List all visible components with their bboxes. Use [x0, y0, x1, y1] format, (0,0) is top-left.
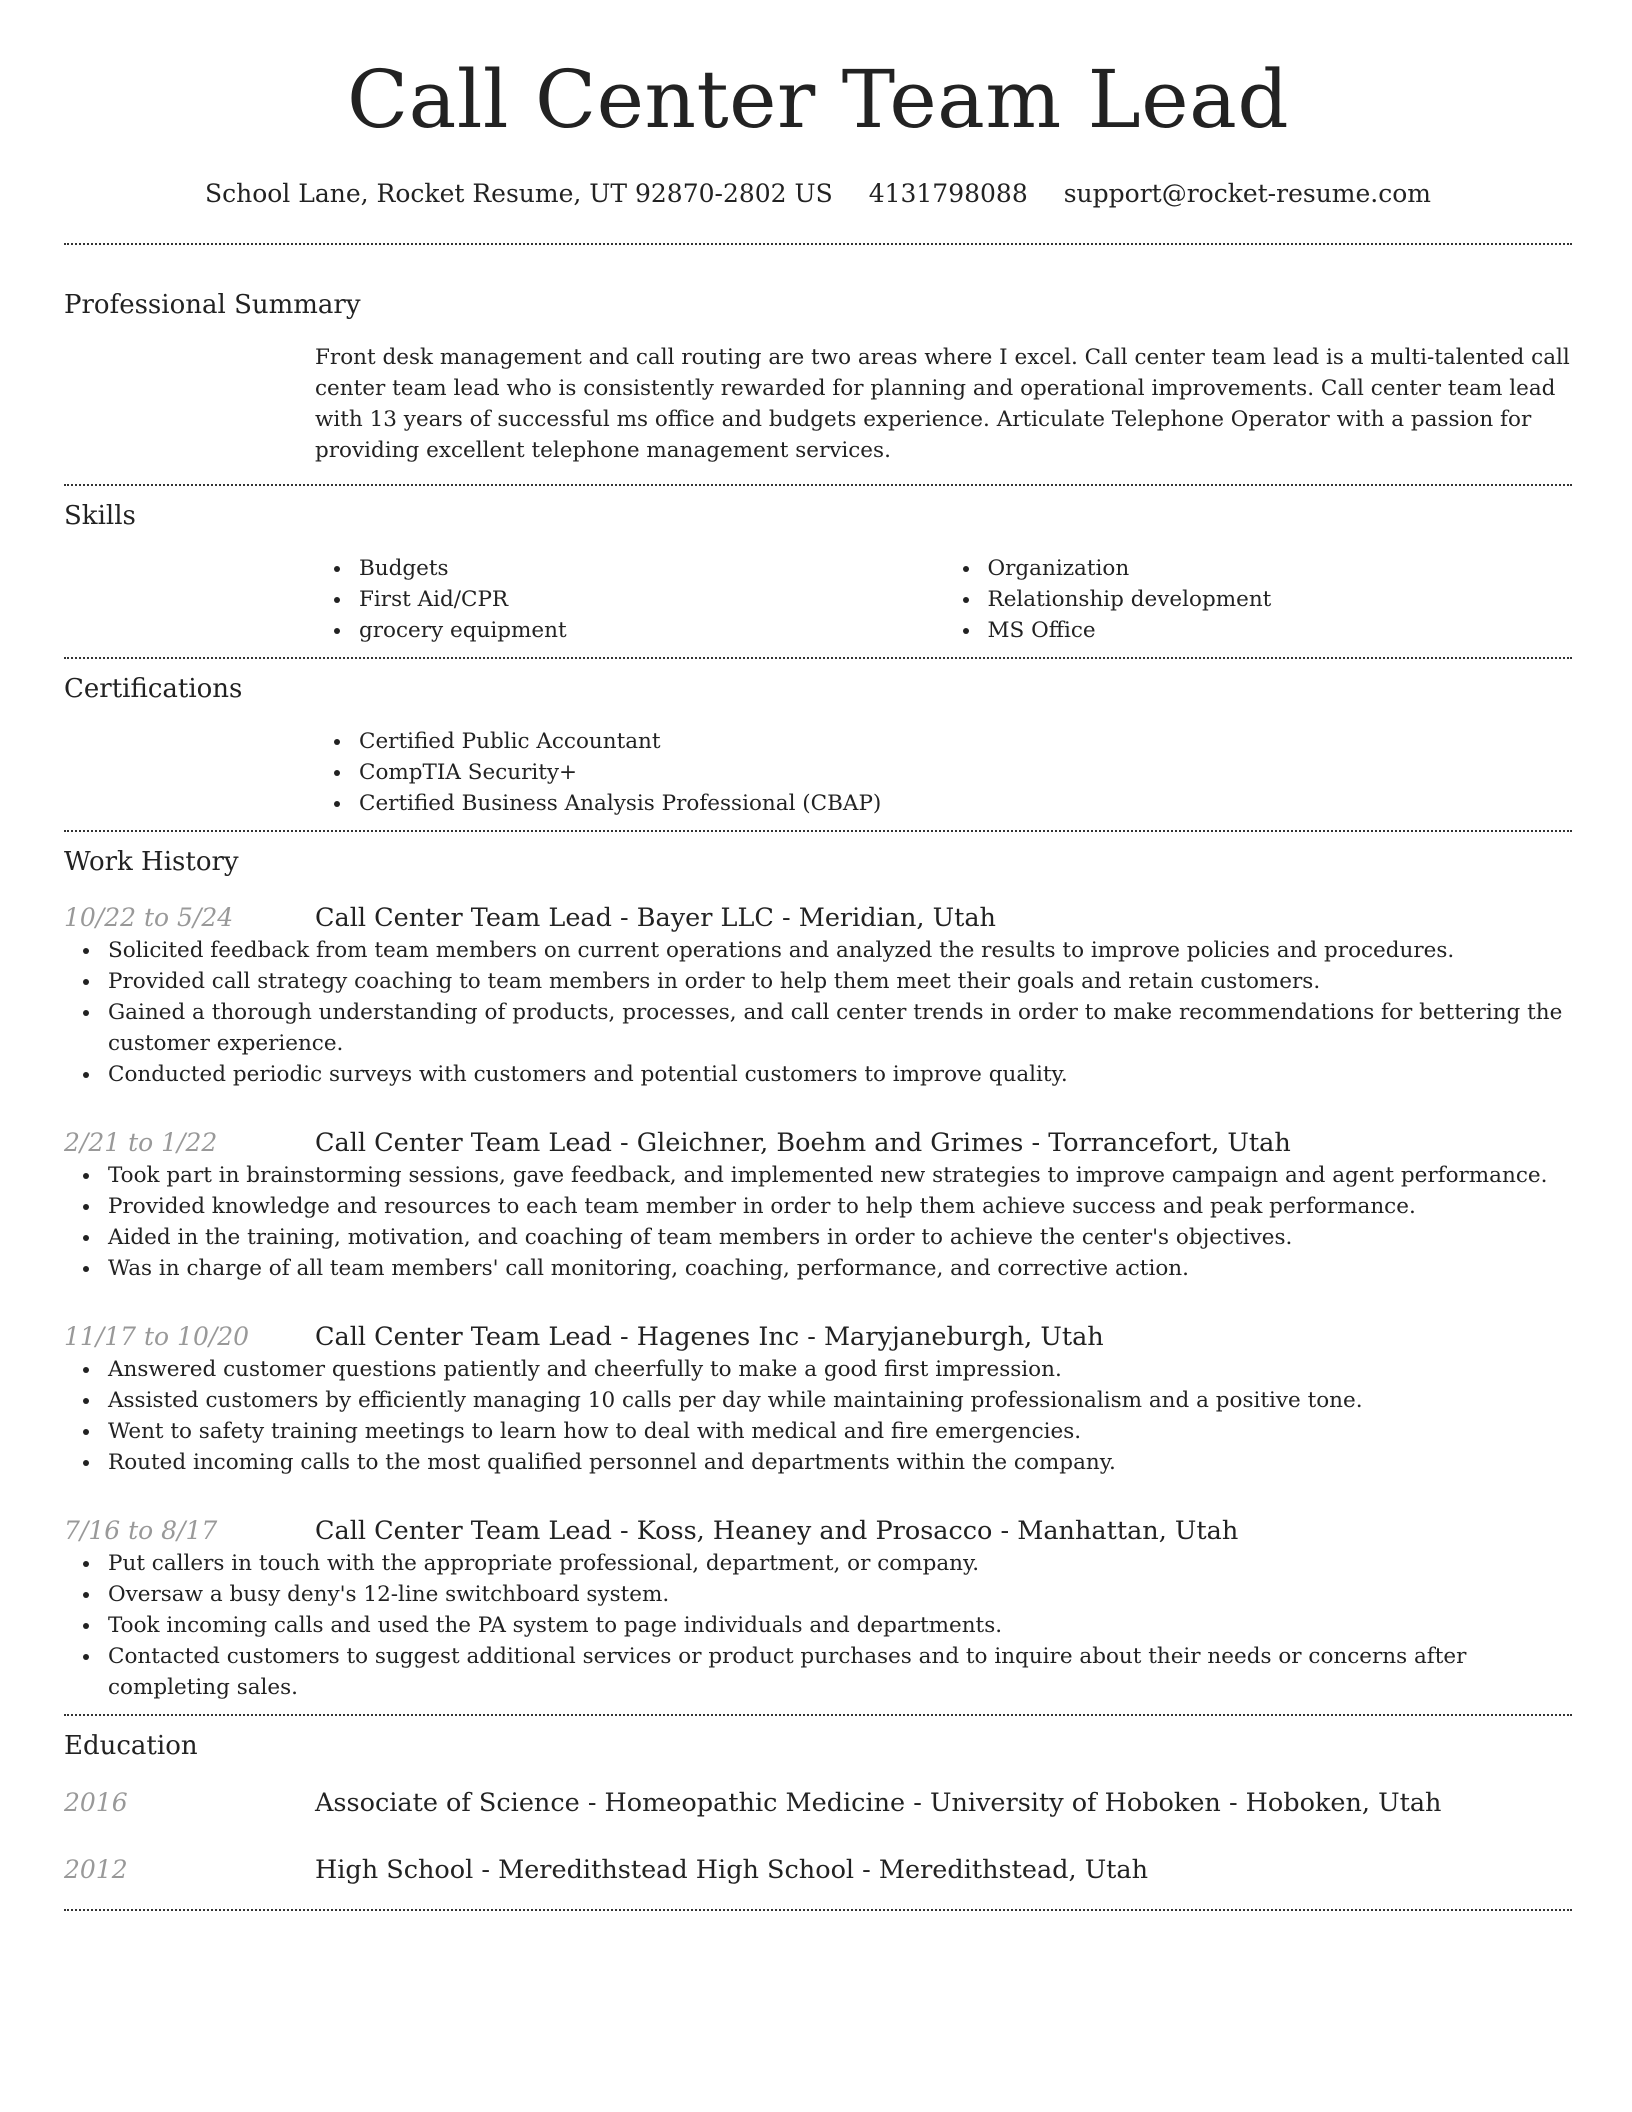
education-title: Associate of Science - Homeopathic Medicine - University of Hoboken - Hoboken, Utah: [315, 1788, 1442, 1818]
work-dates: 11/17 to 10/20: [64, 1322, 250, 1351]
section-skills: [64, 486, 1572, 646]
education-title: High School - Meredithstead High School - Meredithstead, Utah: [315, 1855, 1149, 1885]
work-bullet: Provided call strategy coaching to team members in order to help them meet their goals and retain customers.: [108, 966, 1572, 997]
work-entry: [64, 1514, 1572, 1703]
resume-page: [64, 0, 1572, 1911]
contact-email[interactable]: support@rocket-resume.com: [1063, 179, 1432, 208]
divider: [64, 1909, 1572, 1911]
certifications-content: [315, 726, 1572, 819]
work-bullet: Routed incoming calls to the most qualified personnel and departments within the company.: [108, 1447, 1572, 1478]
section-certifications: [64, 659, 1572, 819]
work-bullet: Provided knowledge and resources to each team member in order to help them achieve success and peak performance.: [108, 1191, 1572, 1222]
education-year: 2016: [64, 1788, 128, 1817]
skill-item: Budgets: [359, 553, 944, 584]
work-entry: [64, 1126, 1572, 1284]
section-education: [64, 1716, 1572, 1887]
work-dates: 2/21 to 1/22: [64, 1128, 218, 1157]
section-title-education: Education: [64, 1731, 198, 1761]
work-bullet: Assisted customers by efficiently managing 10 calls per day while maintaining professionalism and a positive tone.: [108, 1385, 1572, 1416]
work-bullet: Took part in brainstorming sessions, gave feedback, and implemented new strategies to improve campaign and agent performance.: [108, 1160, 1572, 1191]
work-title: Call Center Team Lead - Hagenes Inc - Maryjaneburgh, Utah: [315, 1322, 1104, 1352]
work-bullet: Took incoming calls and used the PA system to page individuals and departments.: [108, 1610, 1572, 1641]
summary-content: [315, 342, 1572, 466]
work-bullet: Answered customer questions patiently and cheerfully to make a good first impression.: [108, 1354, 1572, 1385]
skill-item: Relationship development: [988, 584, 1573, 615]
work-dates: 7/16 to 8/17: [64, 1516, 218, 1545]
work-bullet: Solicited feedback from team members on current operations and analyzed the results to improve policies and procedures.: [108, 935, 1572, 966]
work-title: Call Center Team Lead - Gleichner, Boehm and Grimes - Torrancefort, Utah: [315, 1128, 1291, 1158]
work-title: Call Center Team Lead - Bayer LLC - Meridian, Utah: [315, 903, 996, 933]
skills-grid: [315, 553, 1572, 646]
work-entry: [64, 1320, 1572, 1478]
education-year: 2012: [64, 1855, 128, 1884]
skill-item: Organization: [988, 553, 1573, 584]
contact-line: [64, 178, 1572, 210]
work-bullet: Gained a thorough understanding of products, processes, and call center trends in order to make recommendations for bettering the customer experience.: [108, 997, 1572, 1059]
section-title-skills: Skills: [64, 501, 136, 531]
certification-item: Certified Public Accountant: [359, 726, 1572, 757]
summary-text: Front desk management and call routing are two areas where I excel. Call center team lead is a multi-talented call center team lead who is consistently rewarded for planning and operational improvements. Call center team lead with 13 years of successful ms office and budgets experience. Articulate Telephone Operator with a passion for providing excellent telephone management services.: [315, 345, 1570, 463]
work-bullet: Aided in the training, motivation, and coaching of team members in order to achieve the center's objectives.: [108, 1222, 1572, 1253]
work-bullets: [64, 1354, 1572, 1478]
skills-list-right: [944, 553, 1573, 646]
section-title-work-history: Work History: [64, 847, 239, 877]
section-title-certifications: Certifications: [64, 674, 243, 704]
work-bullet: Was in charge of all team members' call monitoring, coaching, performance, and corrective action.: [108, 1253, 1572, 1284]
work-bullet: Contacted customers to suggest additional services or product purchases and to inquire about their needs or concerns after completing sales.: [108, 1641, 1572, 1703]
work-bullets: [64, 1548, 1572, 1703]
section-work-history: [64, 832, 1572, 1703]
work-bullets: [64, 1160, 1572, 1284]
work-entry: [64, 901, 1572, 1090]
work-bullet: Went to safety training meetings to learn how to deal with medical and fire emergencies.: [108, 1416, 1572, 1447]
section-title-summary: Professional Summary: [64, 290, 361, 320]
work-bullet: Conducted periodic surveys with customers and potential customers to improve quality.: [108, 1059, 1572, 1090]
resume-name: Call Center Team Lead: [346, 53, 1290, 146]
work-bullet: Put callers in touch with the appropriate professional, department, or company.: [108, 1548, 1572, 1579]
skill-item: grocery equipment: [359, 615, 944, 646]
skill-item: First Aid/CPR: [359, 584, 944, 615]
section-summary: [64, 245, 1572, 466]
work-dates: 10/22 to 5/24: [64, 903, 234, 932]
contact-phone: 4131798088: [868, 179, 1028, 208]
certifications-list: [315, 726, 1572, 819]
skill-item: MS Office: [988, 615, 1573, 646]
work-bullet: Oversaw a busy deny's 12-line switchboard system.: [108, 1579, 1572, 1610]
work-bullets: [64, 935, 1572, 1090]
contact-address: School Lane, Rocket Resume, UT 92870-2802 US: [204, 179, 833, 208]
education-entry: [64, 1786, 1572, 1820]
skills-list-left: [315, 553, 944, 646]
education-entry: [64, 1853, 1572, 1887]
certification-item: CompTIA Security+: [359, 757, 1572, 788]
work-title: Call Center Team Lead - Koss, Heaney and Prosacco - Manhattan, Utah: [315, 1516, 1239, 1546]
certification-item: Certified Business Analysis Professional (CBAP): [359, 788, 1572, 819]
